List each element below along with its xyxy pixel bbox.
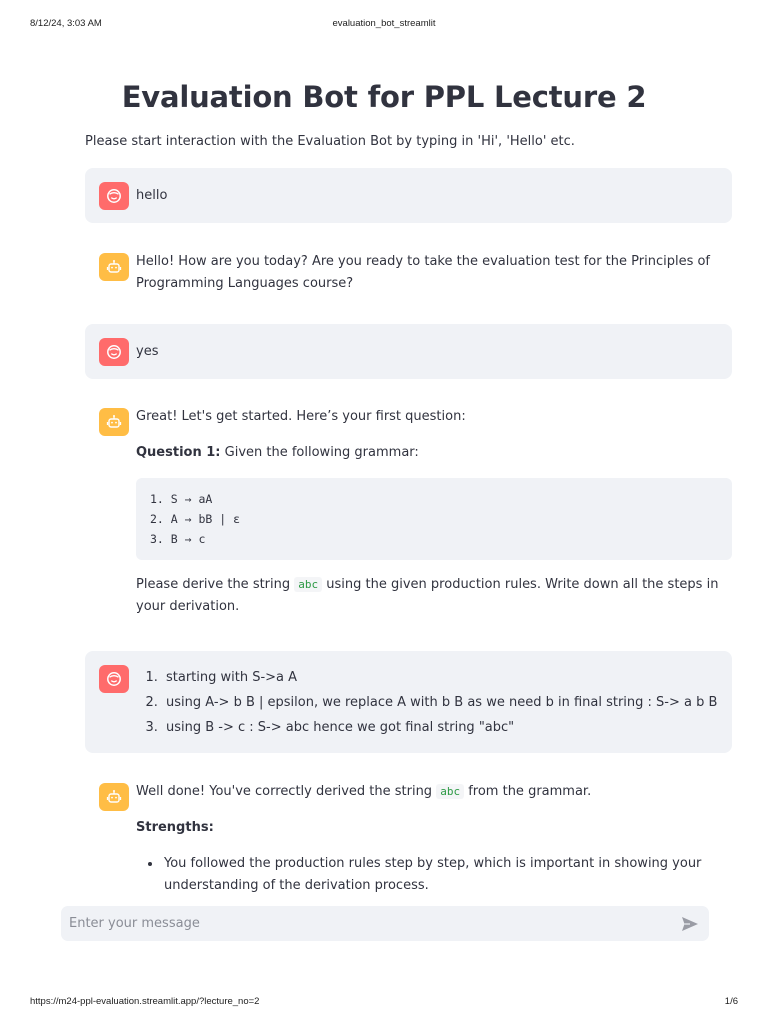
message-text: Hello! How are you today? Are you ready to take the evaluation test for the Principles of Programming Languages course? [136, 254, 711, 291]
grammar-code-block [136, 478, 732, 560]
intro-text: Please start interaction with the Evaluation Bot by typing in 'Hi', 'Hello' etc. [85, 134, 575, 149]
code-line: 2. A → bB | ε [150, 512, 241, 526]
bot-avatar [99, 408, 129, 436]
message-text: Great! Let's get started. Here’s your first question: [136, 409, 466, 424]
message-content [136, 667, 720, 742]
print-datetime: 8/12/24, 3:03 AM [30, 18, 102, 29]
message-content [136, 781, 720, 897]
smiling-face-icon [106, 671, 122, 687]
message-input[interactable] [61, 906, 661, 941]
question-text: Given the following grammar: [220, 445, 419, 460]
message-text: Well done! You've correctly derived the string abc from the grammar. [136, 784, 592, 799]
print-page-number: 1/6 [724, 996, 738, 1007]
strengths-heading: Strengths: [136, 820, 214, 835]
user-avatar [99, 182, 129, 210]
print-doc-title: evaluation_bot_streamlit [332, 18, 436, 29]
question-line [136, 442, 732, 464]
message-text: hello [136, 188, 168, 203]
code-line: 1. S → aA [150, 492, 213, 506]
robot-icon [106, 414, 122, 430]
bot-avatar [99, 783, 129, 811]
user-avatar [99, 338, 129, 366]
page-title: Evaluation Bot for PPL Lecture 2 [121, 80, 647, 114]
message-content [136, 251, 720, 295]
list-item: • You followed the production rules step by step, which is important in showing your understanding of the derivation process. [162, 853, 720, 897]
send-button[interactable] [679, 913, 701, 935]
send-icon [681, 916, 699, 932]
message-content [136, 341, 720, 363]
strengths-list [136, 853, 720, 897]
message-content [136, 406, 732, 618]
chat-input-bar [61, 906, 709, 941]
chat-message-assistant [85, 770, 732, 900]
robot-icon [106, 259, 122, 275]
chat-message-user [85, 168, 732, 223]
message-text: yes [136, 344, 159, 359]
inline-code: abc [294, 577, 322, 592]
robot-icon [106, 789, 122, 805]
chat-message-user [85, 651, 732, 753]
list-item: 1. starting with S->a A [162, 667, 720, 689]
inline-code: abc [436, 784, 464, 799]
smiling-face-icon [106, 188, 122, 204]
bot-avatar [99, 253, 129, 281]
derivation-steps [136, 667, 720, 739]
code-line: 3. B → c [150, 532, 206, 546]
list-item: 3. using B -> c : S-> abc hence we got final string "abc" [162, 717, 720, 739]
message-content [136, 185, 720, 207]
smiling-face-icon [106, 344, 122, 360]
derive-instruction: Please derive the string abc using the given production rules. Write down all the steps in your derivation. [136, 577, 719, 614]
chat-message-user [85, 324, 732, 379]
chat-message-assistant [85, 240, 732, 304]
list-item: 2. using A-> b B | epsilon, we replace A with b B as we need b in final string : S-> a b B [162, 692, 720, 714]
user-avatar [99, 665, 129, 693]
chat-message-assistant [85, 395, 732, 635]
question-label: Question 1: [136, 445, 221, 460]
print-url: https://m24-ppl-evaluation.streamlit.app/?lecture_no=2 [30, 996, 260, 1007]
